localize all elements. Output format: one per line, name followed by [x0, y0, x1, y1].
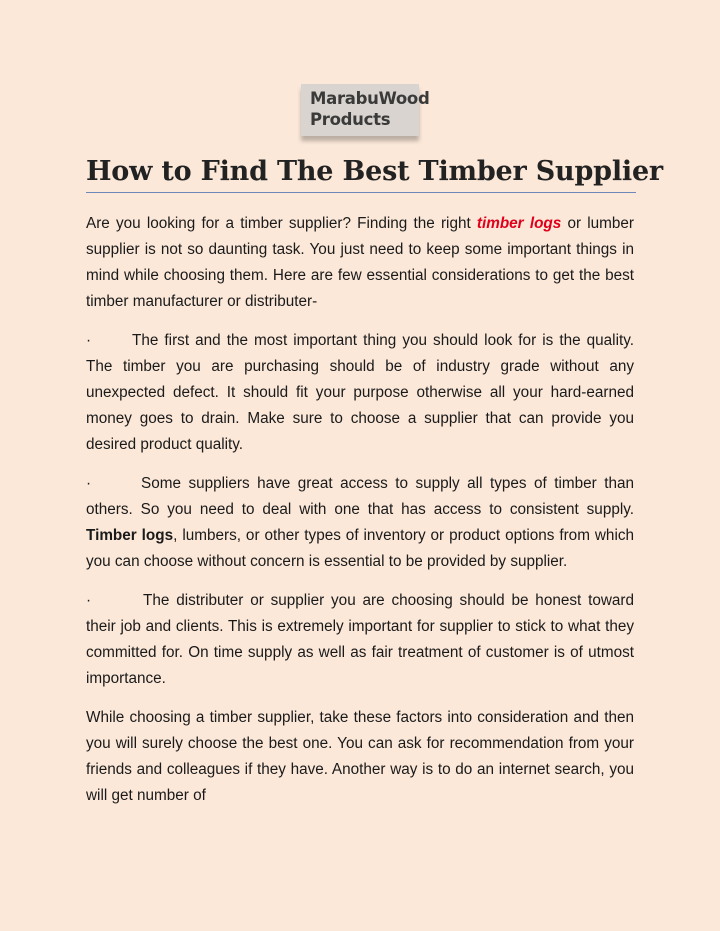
logo-badge [301, 84, 430, 136]
article-body [86, 211, 634, 822]
point-1-paragraph [86, 328, 634, 458]
logo [301, 84, 430, 146]
bullet-marker: · [86, 592, 92, 609]
point-3-text: The distributer or supplier you are choosing should be honest toward their job and clients. This is extremely important for supplier to stick to what they committed for. On time supply as well as fair treatment of customer is of utmost importance. [86, 592, 634, 687]
point-1-text: The first and the most important thing you should look for is the quality. The timber you are purchasing should be of industry grade without any unexpected defect. It should fit your purpose otherwise all your hard-earned money goes to drain. Make sure to choose a supplier that can provide you desired product quality. [86, 332, 634, 453]
page-title: How to Find The Best Timber Supplier [86, 156, 663, 187]
intro-text-after: or lumber supplier is not so daunting task. You just need to keep some important things in mind while choosing them. Here are few essential considerations to get the best timber manufacturer or distributer- [86, 215, 635, 310]
point-2-text-before: Some suppliers have great access to supply all types of timber than others. So you need to deal with one that has access to consistent supply. [86, 475, 634, 518]
bullet-marker: · [86, 332, 92, 349]
timber-logs-link[interactable]: timber logs [476, 215, 562, 232]
title-underline [86, 192, 636, 193]
intro-text-before: Are you looking for a timber supplier? Finding the right [86, 215, 477, 232]
timber-logs-keyword: Timber logs [86, 527, 174, 544]
intro-paragraph [86, 211, 634, 315]
closing-text: While choosing a timber supplier, take these factors into consideration and then you will surely choose the best one. You can ask for recommendation from your friends and colleagues if they have. Another way is to do an internet search, you will get number of [86, 709, 634, 804]
point-2-paragraph [86, 471, 634, 575]
point-3-paragraph [86, 588, 634, 692]
point-2-text-after: , lumbers, or other types of inventory or product options from which you can choose without concern is essential to be provided by supplier. [86, 527, 634, 570]
closing-paragraph [86, 705, 634, 809]
logo-line-2: Products [310, 110, 391, 129]
logo-line-1: MarabuWood [310, 89, 430, 108]
bullet-marker: · [86, 475, 92, 492]
